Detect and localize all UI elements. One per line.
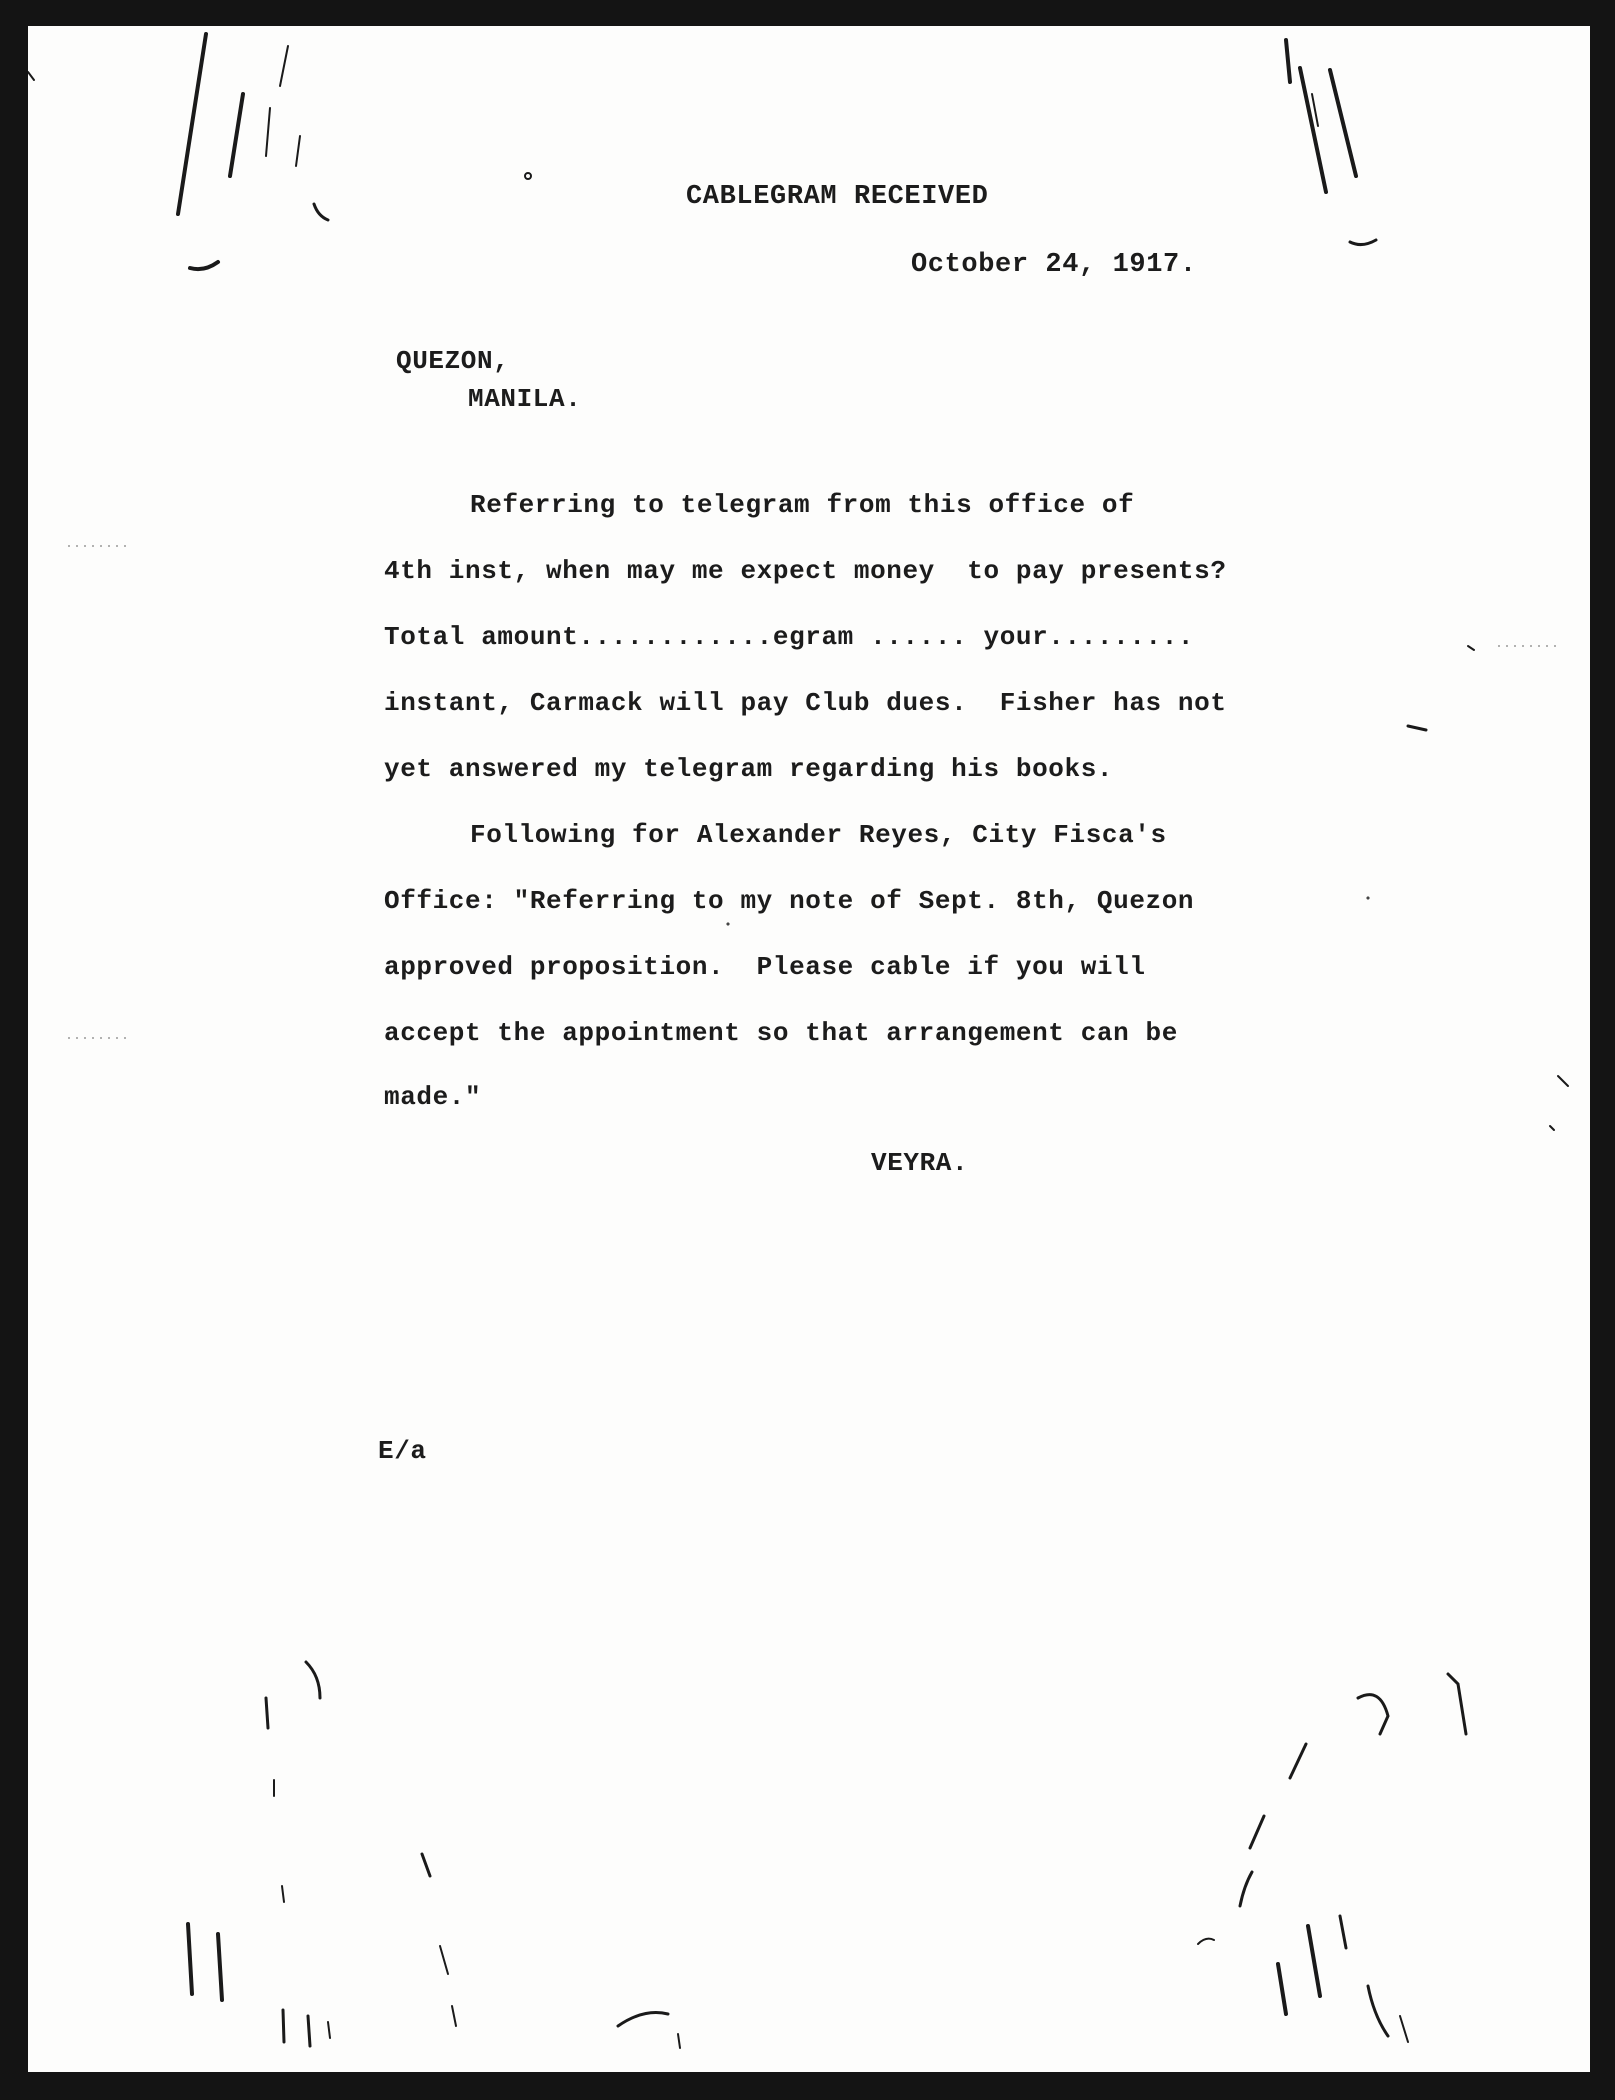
body-line: 4th inst, when may me expect money to pay presents? xyxy=(384,556,1227,586)
body-line: yet answered my telegram regarding his books. xyxy=(384,754,1114,784)
document-page xyxy=(28,26,1590,2072)
body-line: approved proposition. Please cable if you will xyxy=(384,952,1146,982)
body-line: Referring to telegram from this office of xyxy=(470,490,1135,520)
body-line: Office: "Referring to my note of Sept. 8th, Quezon xyxy=(384,886,1195,916)
addressee-city: MANILA. xyxy=(468,384,582,414)
scan-artifact-marks xyxy=(28,26,1590,2072)
body-line: instant, Carmack will pay Club dues. Fisher has not xyxy=(384,688,1227,718)
sender-signature: VEYRA. xyxy=(871,1148,969,1178)
addressee-name: QUEZON, xyxy=(396,346,510,376)
document-date: October 24, 1917. xyxy=(911,250,1197,280)
body-line: made." xyxy=(384,1082,482,1112)
body-line: accept the appointment so that arrangement can be xyxy=(384,1018,1178,1048)
body-line: Following for Alexander Reyes, City Fisca's xyxy=(470,820,1167,850)
body-line: Total amount............egram ...... your......... xyxy=(384,622,1195,652)
document-heading: CABLEGRAM RECEIVED xyxy=(686,182,989,212)
typist-initials: E/a xyxy=(378,1436,427,1466)
